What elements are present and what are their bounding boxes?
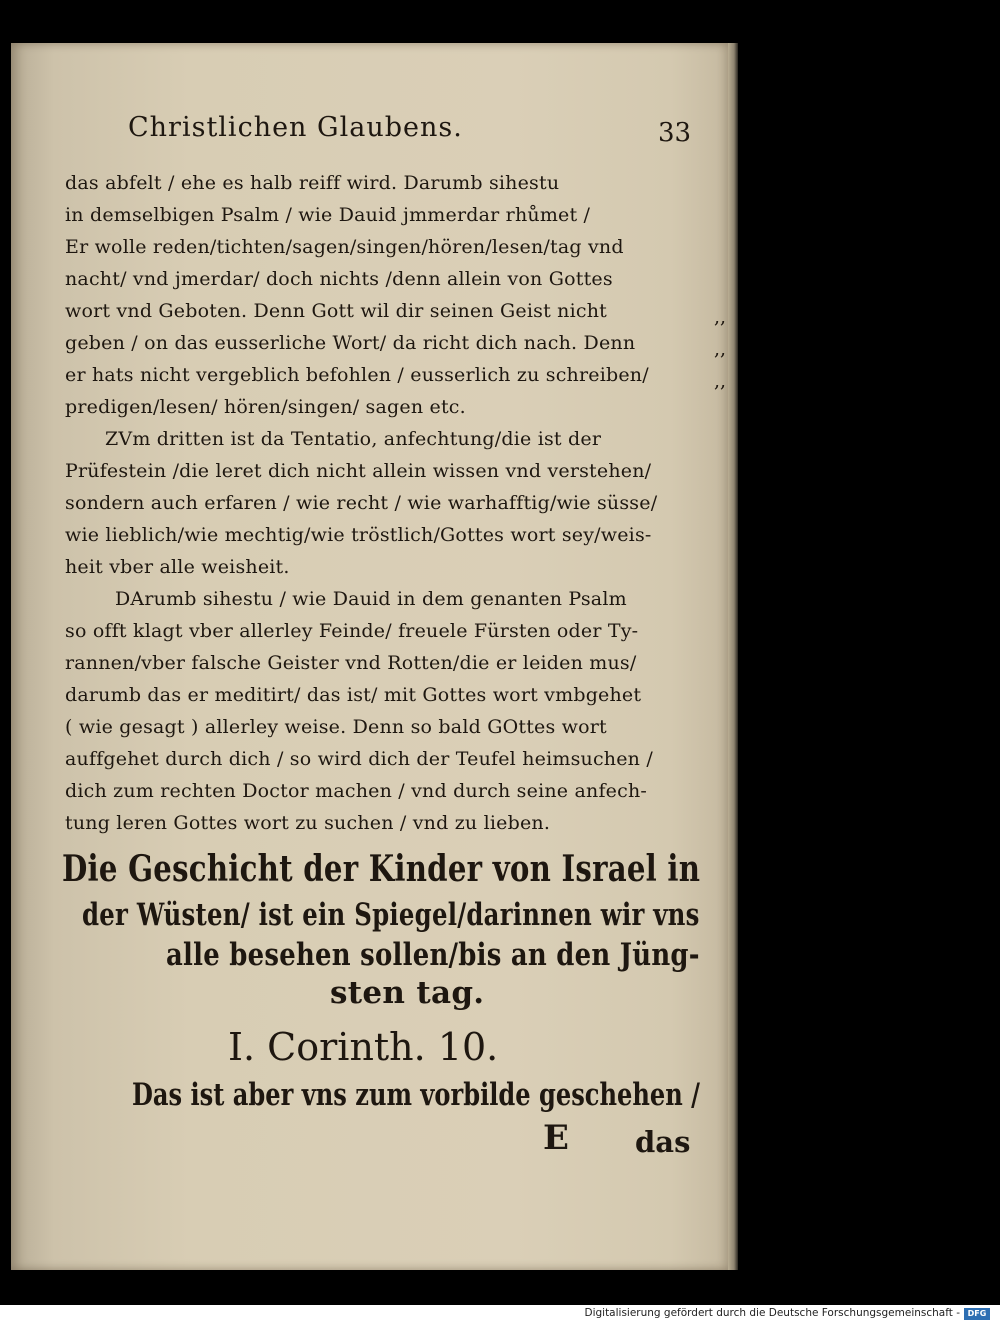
footer-bar — [0, 1305, 1000, 1323]
body-line: Prüfestein /die leret dich nicht allein wissen vnd verstehen/ — [65, 460, 652, 482]
quote-line: Das ist aber vns zum vorbilde geschehen / — [132, 1077, 700, 1113]
body-line: so offt klagt vber allerley Feinde/ freuele Fürsten oder Ty- — [65, 620, 639, 642]
catchword: das — [635, 1125, 691, 1159]
margin-mark: ,, — [714, 370, 727, 392]
section-heading-line: der Wüsten/ ist ein Spiegel/darinnen wir vns — [82, 897, 700, 933]
body-line: dich zum rechten Doctor machen / vnd durch seine anfech- — [65, 780, 648, 802]
body-line: er hats nicht vergeblich befohlen / eusserlich zu schreiben/ — [65, 364, 649, 386]
body-line: wort vnd Geboten. Denn Gott wil dir seinen Geist nicht — [65, 300, 607, 322]
signature-mark: E — [543, 1118, 569, 1158]
dfg-logo-icon: DFG — [964, 1308, 990, 1320]
body-line: wie lieblich/wie mechtig/wie tröstlich/Gottes wort sey/weis- — [65, 524, 652, 546]
body-line: sondern auch erfaren / wie recht / wie warhafftig/wie süsse/ — [65, 492, 658, 514]
footer-credit: Digitalisierung gefördert durch die Deutsche Forschungsgemeinschaft - — [584, 1307, 960, 1319]
page-number: 33 — [658, 118, 692, 148]
body-line: ZVm dritten ist da Tentatio, anfechtung/die ist der — [105, 428, 602, 450]
body-line: auffgehet durch dich / so wird dich der Teufel heimsuchen / — [65, 748, 653, 770]
body-line: darumb das er meditirt/ das ist/ mit Gottes wort vmbgehet — [65, 684, 642, 706]
section-heading-line: Die Geschicht der Kinder von Israel in — [62, 848, 701, 890]
page-edge — [728, 43, 738, 1270]
body-line: in demselbigen Psalm / wie Dauid jmmerdar rhůmet / — [65, 204, 591, 226]
body-line: nacht/ vnd jmerdar/ doch nichts /denn allein von Gottes — [65, 268, 613, 290]
body-line: rannen/vber falsche Geister vnd Rotten/die er leiden mus/ — [65, 652, 637, 674]
margin-mark: ,, — [714, 306, 727, 328]
body-line: heit vber alle weisheit. — [65, 556, 290, 578]
body-line: predigen/lesen/ hören/singen/ sagen etc. — [65, 396, 466, 418]
running-head: Christlichen Glaubens. — [128, 112, 463, 143]
bible-reference: I. Corinth. 10. — [228, 1025, 499, 1069]
body-line: tung leren Gottes wort zu suchen / vnd zu lieben. — [65, 812, 551, 834]
body-line: Er wolle reden/tichten/sagen/singen/hören/lesen/tag vnd — [65, 236, 624, 258]
body-line: ( wie gesagt ) allerley weise. Denn so bald GOttes wort — [65, 716, 607, 738]
section-heading-line: alle besehen sollen/bis an den Jüng- — [166, 937, 700, 973]
body-line: das abfelt / ehe es halb reiff wird. Darumb sihestu — [65, 172, 560, 194]
body-line: DArumb sihestu / wie Dauid in dem genanten Psalm — [115, 588, 627, 610]
section-heading-line: sten tag. — [330, 975, 485, 1011]
body-line: geben / on das eusserliche Wort/ da richt dich nach. Denn — [65, 332, 636, 354]
margin-mark: ,, — [714, 338, 727, 360]
